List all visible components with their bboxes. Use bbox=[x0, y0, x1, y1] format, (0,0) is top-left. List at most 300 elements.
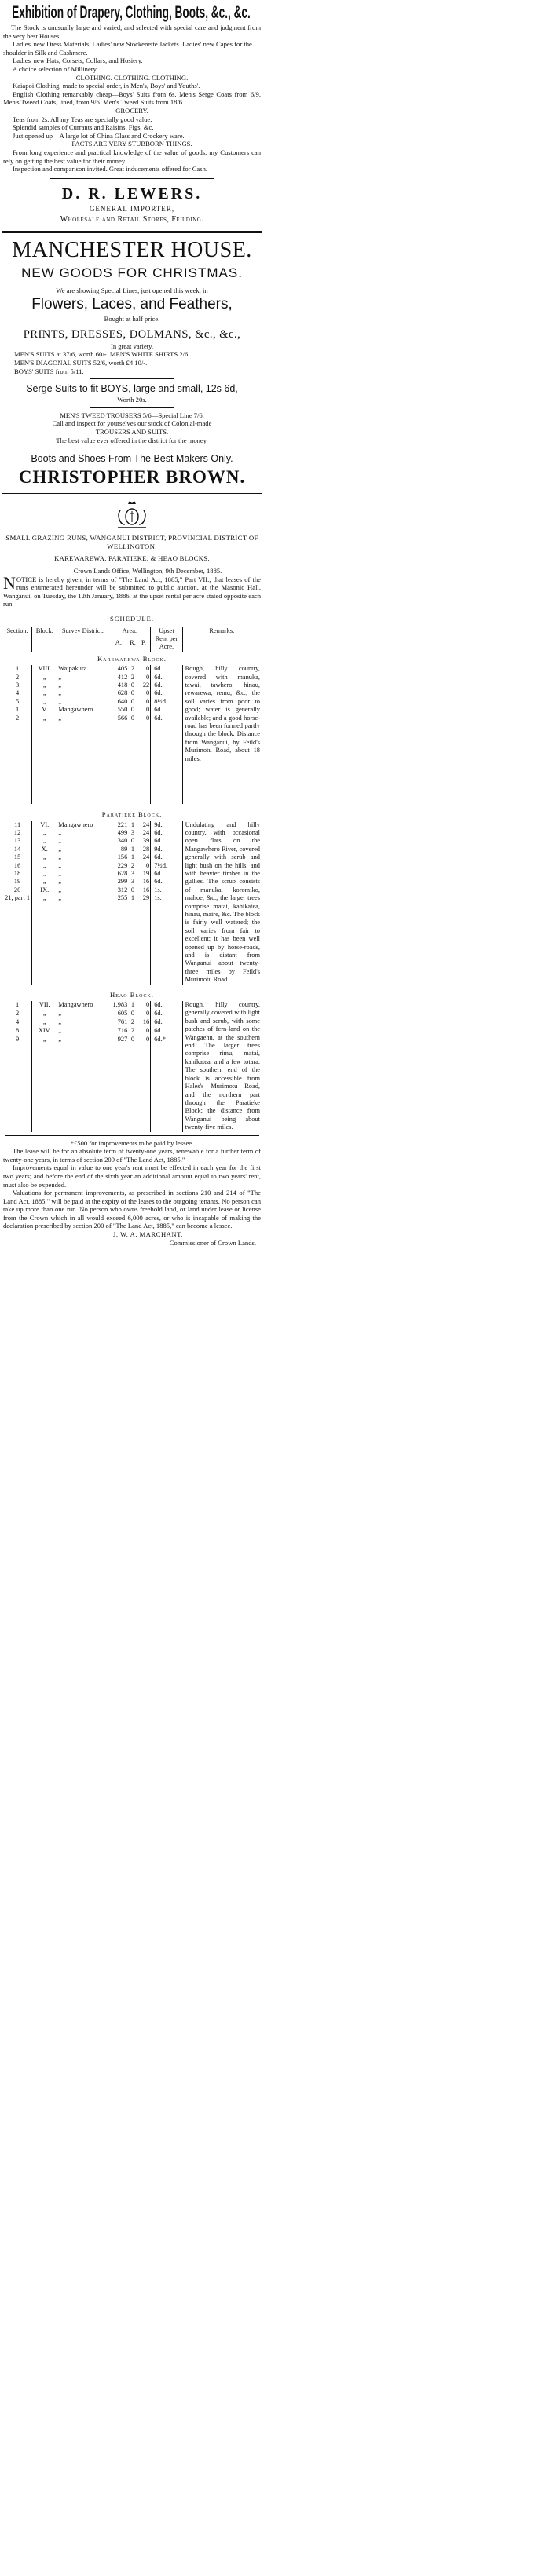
empty-cell bbox=[3, 787, 32, 795]
empty-cell bbox=[32, 927, 57, 935]
empty-cell bbox=[3, 959, 32, 967]
cell-acres: 312 bbox=[108, 886, 128, 894]
empty-cell bbox=[151, 944, 182, 952]
empty-cell bbox=[57, 1071, 108, 1080]
empty-cell bbox=[138, 771, 151, 779]
empty-cell bbox=[128, 1071, 137, 1080]
col-area: Area. bbox=[108, 627, 151, 639]
cell-district: „ bbox=[57, 689, 108, 697]
empty-cell bbox=[138, 1071, 151, 1080]
heao-body bbox=[3, 985, 261, 1132]
cell-rent: 6d. bbox=[151, 1027, 182, 1036]
empty-cell bbox=[138, 1080, 151, 1088]
empty-cell bbox=[57, 944, 108, 952]
cell-section: 2 bbox=[16, 714, 20, 722]
empty-cell bbox=[138, 927, 151, 935]
terms-paragraph: Improvements equal in value to one year's rent must be effected in each year for the first two years; and before the end of the sixth year an additional amount equal to two years' rent, must also be expended. bbox=[3, 1164, 261, 1189]
cell-rent: 6d. bbox=[151, 853, 182, 861]
suits-line: MEN'S SUITS at 37/6, worth 60/-. MEN'S WHITE SHIRTS 2/6. bbox=[14, 350, 190, 359]
empty-cell bbox=[151, 763, 182, 771]
cell-block: „ bbox=[32, 698, 57, 706]
empty-cell bbox=[32, 944, 57, 952]
blocks-heading: KAREWAREWA, PARATIEKE, & HEAO BLOCKS. bbox=[54, 554, 210, 563]
empty-cell bbox=[108, 1054, 128, 1062]
lewers-name: D. R. LEWERS. bbox=[61, 185, 203, 203]
empty-cell bbox=[108, 755, 128, 763]
empty-cell bbox=[57, 927, 108, 935]
empty-cell bbox=[32, 959, 57, 967]
schedule-heading: SCHEDULE. bbox=[109, 614, 155, 623]
cell-section: 2 bbox=[16, 1010, 20, 1018]
empty-cell bbox=[108, 763, 128, 771]
cell-block: IX. bbox=[32, 886, 57, 894]
empty-cell bbox=[108, 1062, 128, 1071]
cell-roods: 0 bbox=[130, 706, 135, 714]
cell-rent: 1s. bbox=[151, 894, 182, 902]
empty-cell bbox=[151, 1105, 182, 1114]
cell-block: „ bbox=[32, 878, 57, 886]
cell-roods: 1 bbox=[130, 845, 135, 853]
cell-acres: 566 bbox=[108, 714, 128, 722]
cell-perches: 19 bbox=[142, 869, 150, 877]
cell-perches: 16 bbox=[142, 1018, 150, 1026]
empty-cell bbox=[32, 763, 57, 771]
cell-acres: 405 bbox=[108, 665, 128, 673]
empty-cell bbox=[108, 1088, 128, 1097]
cell-perches: 0 bbox=[146, 1001, 150, 1009]
cell-section: 12 bbox=[13, 828, 21, 836]
terms-paragraph: The lease will be for an absolute term of twenty-one years, renewable for a further term of twenty-one years, in terms of section 209 of "The Land Act, 1885." bbox=[3, 1147, 261, 1164]
drapery-advertisement bbox=[0, 0, 264, 226]
empty-cell bbox=[57, 968, 108, 976]
empty-cell bbox=[32, 911, 57, 919]
empty-cell bbox=[57, 780, 108, 787]
empty-cell bbox=[3, 1097, 32, 1105]
empty-cell bbox=[57, 722, 108, 730]
empty-cell bbox=[32, 935, 57, 943]
empty-cell bbox=[151, 730, 182, 738]
empty-cell bbox=[151, 1071, 182, 1080]
cell-perches: 39 bbox=[142, 837, 150, 845]
cell-district: „ bbox=[57, 837, 108, 845]
empty-cell bbox=[32, 1080, 57, 1088]
empty-cell bbox=[108, 1071, 128, 1080]
cell-perches: 0 bbox=[146, 1027, 150, 1035]
trousers-line: MEN'S TWEED TROUSERS 5/6—Special Line 7/6. bbox=[60, 411, 204, 419]
empty-cell bbox=[32, 747, 57, 755]
grocery-line: Teas from 2s. All my Teas are specially good value. bbox=[13, 115, 152, 123]
notice-paragraph: NOTICE is hereby given, in terms of "The Land Act, 1885," Part VII., that leases of the runs enumerated hereunder will be submitted to public auction, at the Masonic Hall, Wanganui, on Tuesday, the 12th January, 1886, at the upset rental per acre stated opposite each run. bbox=[3, 572, 261, 608]
empty-cell bbox=[128, 919, 137, 926]
cell-acres: 412 bbox=[108, 674, 128, 681]
cell-rent: 7½d. bbox=[151, 862, 182, 870]
empty-cell bbox=[128, 730, 137, 738]
cell-rent: 9d. bbox=[151, 821, 182, 829]
empty-cell bbox=[57, 739, 108, 747]
lewers-subtitle: GENERAL IMPORTER, bbox=[89, 204, 175, 213]
empty-cell bbox=[3, 952, 32, 959]
cell-rent: 6d. bbox=[151, 829, 182, 837]
cell-block: „ bbox=[32, 1010, 57, 1018]
cell-perches: 16 bbox=[142, 886, 150, 893]
empty-cell bbox=[108, 780, 128, 787]
trousers-line: Call and inspect for yourselves our stock of Colonial-made bbox=[52, 419, 212, 428]
col-section: Section. bbox=[3, 627, 32, 652]
empty-cell bbox=[151, 911, 182, 919]
empty-cell bbox=[57, 919, 108, 926]
table-row bbox=[3, 1001, 261, 1010]
cell-acres: 550 bbox=[108, 706, 128, 714]
divider bbox=[90, 378, 174, 379]
drapery-title: Exhibition of Drapery, Clothing, Boots, &c., &c. bbox=[12, 2, 251, 22]
cell-district: Mangawhero bbox=[57, 706, 108, 714]
cell-section: 20 bbox=[13, 886, 21, 893]
empty-cell bbox=[57, 1088, 108, 1097]
empty-cell bbox=[108, 1045, 128, 1054]
empty-cell bbox=[128, 787, 137, 795]
cell-section: 1 bbox=[16, 665, 20, 673]
empty-cell bbox=[128, 976, 137, 984]
cell-section: 4 bbox=[16, 1018, 20, 1026]
empty-cell bbox=[3, 1062, 32, 1071]
empty-cell bbox=[3, 771, 32, 779]
trousers-line: The best value ever offered in the district for the money. bbox=[56, 436, 208, 444]
empty-cell bbox=[138, 763, 151, 771]
cell-roods: 0 bbox=[130, 714, 135, 722]
empty-cell bbox=[3, 944, 32, 952]
grocery-heading: GROCERY. bbox=[116, 106, 148, 115]
cell-rent: 6d. bbox=[151, 665, 182, 673]
empty-cell bbox=[3, 796, 32, 804]
cell-rent: 6d. bbox=[151, 870, 182, 878]
empty-cell bbox=[138, 787, 151, 795]
empty-cell bbox=[108, 722, 128, 730]
cell-roods: 0 bbox=[130, 837, 135, 845]
empty-cell bbox=[3, 722, 32, 730]
empty-cell bbox=[108, 952, 128, 959]
col-district: Survey District. bbox=[57, 627, 108, 652]
paratieke-body bbox=[3, 804, 261, 985]
table-row bbox=[3, 821, 261, 829]
cell-rent: 6d. bbox=[151, 681, 182, 689]
empty-cell bbox=[151, 976, 182, 984]
empty-cell bbox=[57, 747, 108, 755]
empty-cell bbox=[3, 755, 32, 763]
empty-cell bbox=[128, 944, 137, 952]
empty-cell bbox=[128, 959, 137, 967]
empty-cell bbox=[138, 796, 151, 804]
divider bbox=[90, 407, 174, 408]
empty-cell bbox=[128, 911, 137, 919]
cell-acres: 229 bbox=[108, 862, 128, 870]
cell-perches: 0 bbox=[146, 1010, 150, 1018]
empty-cell bbox=[108, 944, 128, 952]
empty-cell bbox=[108, 796, 128, 804]
trousers-line: TROUSERS AND SUITS. bbox=[95, 428, 169, 437]
office-dateline: Crown Lands Office, Wellington, 9th December, 1885. bbox=[73, 567, 222, 575]
cell-district: „ bbox=[57, 853, 108, 861]
cell-section: 4 bbox=[16, 689, 20, 697]
empty-cell bbox=[151, 787, 182, 795]
empty-cell bbox=[108, 976, 128, 984]
cell-roods: 2 bbox=[130, 673, 135, 681]
empty-cell bbox=[151, 935, 182, 943]
empty-cell bbox=[3, 919, 32, 926]
empty-cell bbox=[128, 1062, 137, 1071]
cell-roods: 0 bbox=[130, 1010, 135, 1018]
empty-cell bbox=[138, 1123, 151, 1131]
serge-suits-line: Serge Suits to fit BOYS, large and small, 12s 6d, bbox=[26, 383, 238, 395]
empty-cell bbox=[32, 1097, 57, 1105]
cell-section: 3 bbox=[16, 681, 20, 689]
empty-cell bbox=[128, 1054, 137, 1062]
cell-section: 21, part 1 bbox=[5, 894, 31, 902]
cell-roods: 2 bbox=[130, 1018, 135, 1026]
empty-cell bbox=[138, 1054, 151, 1062]
empty-cell bbox=[57, 952, 108, 959]
empty-cell bbox=[151, 952, 182, 959]
empty-cell bbox=[32, 771, 57, 779]
cell-roods: 0 bbox=[130, 886, 135, 893]
empty-cell bbox=[32, 1114, 57, 1123]
empty-cell bbox=[151, 1062, 182, 1071]
drapery-intro: The Stock is unusually large and varied, and selected with special care and judgment from the very best Houses. bbox=[3, 24, 261, 40]
cell-roods: 3 bbox=[130, 878, 135, 886]
cell-acres: 640 bbox=[108, 698, 128, 706]
cell-roods: 0 bbox=[130, 1036, 135, 1043]
cell-district: Mangawhero bbox=[57, 821, 108, 829]
empty-cell bbox=[57, 935, 108, 943]
empty-cell bbox=[3, 763, 32, 771]
empty-cell bbox=[57, 1062, 108, 1071]
empty-cell bbox=[57, 796, 108, 804]
grocery-line: Inspection and comparison invited. Great inducements offered for Cash. bbox=[13, 165, 208, 174]
cell-roods: 2 bbox=[130, 665, 135, 673]
empty-cell bbox=[151, 755, 182, 763]
cell-perches: 0 bbox=[146, 861, 150, 869]
empty-cell bbox=[128, 1045, 137, 1054]
empty-cell bbox=[3, 1088, 32, 1097]
cell-section: 8 bbox=[16, 1027, 20, 1035]
empty-cell bbox=[32, 1123, 57, 1131]
empty-cell bbox=[108, 959, 128, 967]
cell-block: VIII. bbox=[32, 665, 57, 673]
cell-block: „ bbox=[32, 837, 57, 845]
empty-cell bbox=[57, 1105, 108, 1114]
empty-cell bbox=[128, 903, 137, 911]
empty-cell bbox=[128, 1097, 137, 1105]
empty-cell bbox=[57, 1045, 108, 1054]
manchester-subtitle: NEW GOODS FOR CHRISTMAS. bbox=[21, 265, 243, 280]
cell-remarks: Rough, hilly country, generally covered with light bush and scrub, with some patches of fern-land on the Wangaehu, at the southern end. The larger trees comprise rimu, matai, kahikatea, and a few totara. The southern end of the block is accessible from Hales's Murimotu Road, and the northern part through the Paratieke Block; the distance from Wanganui being about twenty-five miles. bbox=[182, 1001, 261, 1132]
signer-name: J. W. A. MARCHANT, bbox=[113, 1230, 183, 1239]
empty-cell bbox=[108, 787, 128, 795]
table-row bbox=[3, 665, 261, 673]
col-rent: Upset Rent per Acre. bbox=[151, 627, 182, 652]
cell-remarks: Rough, hilly country, covered with manuka, tawai, tawhero, hinau, rewarewa, remu, &c.; the soil varies from poor to good; water is generally available; and a good horse-road has been formed partly through the block. Distance from Wanganui, by Feild's Murimotu Road, about 18 miles. bbox=[182, 665, 261, 804]
empty-cell bbox=[151, 739, 182, 747]
empty-cell bbox=[32, 739, 57, 747]
empty-cell bbox=[138, 959, 151, 967]
cell-block: VII. bbox=[32, 1001, 57, 1010]
empty-cell bbox=[32, 780, 57, 787]
cell-district: „ bbox=[57, 1010, 108, 1018]
empty-cell bbox=[57, 1097, 108, 1105]
empty-cell bbox=[57, 1114, 108, 1123]
signer-title: Commissioner of Crown Lands. bbox=[169, 1238, 256, 1247]
facts-heading: FACTS ARE VERY STUBBORN THINGS. bbox=[72, 140, 192, 148]
cell-district: „ bbox=[57, 846, 108, 853]
empty-cell bbox=[138, 1062, 151, 1071]
grocery-line: Splendid samples of Currants and Raisins, Figs, &c. bbox=[13, 123, 154, 132]
drapery-line: Ladies' new Hats, Corsets, Collars, and Hosiery. bbox=[13, 57, 143, 65]
christopher-brown-name: CHRISTOPHER BROWN. bbox=[18, 467, 246, 488]
empty-cell bbox=[57, 763, 108, 771]
cell-perches: 0 bbox=[146, 665, 150, 673]
cell-section: 9 bbox=[16, 1036, 20, 1043]
empty-cell bbox=[3, 1071, 32, 1080]
flowers-laces-feathers: Flowers, Laces, and Feathers, bbox=[31, 296, 233, 313]
empty-cell bbox=[32, 952, 57, 959]
drapery-line: Ladies' new Dress Materials. Ladies' new Stockenette Jackets. Ladies' new Capes for the shoulder in Silk and Cashmere. bbox=[3, 40, 252, 57]
cell-block: „ bbox=[32, 894, 57, 902]
cell-rent: 6d. bbox=[151, 837, 182, 845]
cell-district: „ bbox=[57, 714, 108, 722]
terms-paragraph: Valuations for permanent improvements, as prescribed in sections 210 and 214 of "The Land Act, 1885," will be paid at the expiry of the leases to the outgoing tenants. No person can take up more than one run. No person who owns freehold land, or land under lease or license from the Crown which in all would exceed 6,000 acres, or who is incapable of making the declaration prescribed by section 200 of "The Land Act, 1885," can become a lessee. bbox=[3, 1189, 261, 1230]
empty-cell bbox=[32, 1062, 57, 1071]
cell-rent: 6d.* bbox=[151, 1036, 182, 1044]
cell-section: 13 bbox=[13, 837, 21, 845]
cell-block: „ bbox=[32, 714, 57, 722]
cell-perches: 24 bbox=[142, 828, 150, 836]
cell-roods: 1 bbox=[130, 820, 135, 828]
empty-cell bbox=[151, 968, 182, 976]
cell-block: X. bbox=[32, 846, 57, 853]
empty-cell bbox=[138, 739, 151, 747]
col-roods: R. bbox=[128, 639, 137, 652]
cell-block: „ bbox=[32, 681, 57, 689]
empty-cell bbox=[3, 976, 32, 984]
cell-section: 18 bbox=[13, 869, 21, 877]
col-block: Block. bbox=[32, 627, 57, 652]
empty-cell bbox=[151, 1088, 182, 1097]
empty-cell bbox=[108, 739, 128, 747]
empty-cell bbox=[32, 919, 57, 926]
newspaper-page bbox=[0, 0, 264, 2576]
paratieke-heading: Paratieke Block. bbox=[101, 810, 163, 819]
empty-cell bbox=[57, 771, 108, 779]
empty-cell bbox=[128, 1114, 137, 1123]
cell-district: „ bbox=[57, 894, 108, 902]
empty-cell bbox=[128, 722, 137, 730]
empty-cell bbox=[108, 1123, 128, 1131]
cell-section: 15 bbox=[13, 853, 21, 861]
cell-acres: 221 bbox=[108, 821, 128, 829]
cell-acres: 418 bbox=[108, 681, 128, 689]
cell-district: „ bbox=[57, 681, 108, 689]
cell-acres: 628 bbox=[108, 689, 128, 697]
cell-rent: 6d. bbox=[151, 1018, 182, 1027]
cell-roods: 2 bbox=[130, 861, 135, 869]
empty-cell bbox=[108, 935, 128, 943]
empty-cell bbox=[151, 747, 182, 755]
drapery-line: A choice selection of Millinery. bbox=[13, 64, 98, 73]
empty-cell bbox=[32, 968, 57, 976]
empty-cell bbox=[108, 1097, 128, 1105]
empty-cell bbox=[32, 1045, 57, 1054]
cell-block: „ bbox=[32, 862, 57, 870]
cell-perches: 28 bbox=[142, 845, 150, 853]
cell-perches: 22 bbox=[142, 681, 150, 689]
cell-perches: 0 bbox=[146, 706, 150, 714]
empty-cell bbox=[151, 1045, 182, 1054]
cell-perches: 24 bbox=[142, 853, 150, 861]
empty-cell bbox=[3, 1105, 32, 1114]
empty-cell bbox=[151, 796, 182, 804]
empty-cell bbox=[32, 903, 57, 911]
empty-cell bbox=[151, 927, 182, 935]
empty-cell bbox=[3, 1054, 32, 1062]
empty-cell bbox=[108, 730, 128, 738]
clothing-heading: CLOTHING. CLOTHING. CLOTHING. bbox=[75, 73, 189, 82]
empty-cell bbox=[3, 1123, 32, 1131]
empty-cell bbox=[32, 722, 57, 730]
empty-cell bbox=[108, 771, 128, 779]
manchester-house-advertisement bbox=[0, 237, 264, 490]
cell-perches: 0 bbox=[146, 673, 150, 681]
col-remarks: Remarks. bbox=[182, 627, 261, 652]
empty-cell bbox=[128, 927, 137, 935]
cell-acres: 761 bbox=[108, 1018, 128, 1027]
empty-cell bbox=[151, 903, 182, 911]
lewers-stores: Wholesale and Retail Stores, Feilding. bbox=[60, 214, 204, 224]
cell-section: 16 bbox=[13, 861, 21, 869]
empty-cell bbox=[128, 1105, 137, 1114]
empty-cell bbox=[128, 780, 137, 787]
empty-cell bbox=[138, 730, 151, 738]
heao-heading: Heao Block. bbox=[110, 990, 154, 999]
cell-rent: 6d. bbox=[151, 878, 182, 886]
cell-block: V. bbox=[32, 706, 57, 714]
empty-cell bbox=[3, 730, 32, 738]
column-divider bbox=[2, 493, 262, 495]
cell-acres: 927 bbox=[108, 1036, 128, 1044]
cell-block: „ bbox=[32, 674, 57, 681]
cell-block: „ bbox=[32, 689, 57, 697]
improvements-footnote: *£500 for improvements to be paid by lessee. bbox=[70, 1138, 194, 1147]
manchester-title: MANCHESTER HOUSE. bbox=[12, 237, 252, 262]
empty-cell bbox=[138, 780, 151, 787]
crown-lands-notice bbox=[0, 499, 264, 1247]
empty-cell bbox=[128, 1088, 137, 1097]
empty-cell bbox=[138, 968, 151, 976]
cell-acres: 628 bbox=[108, 870, 128, 878]
cell-district: „ bbox=[57, 870, 108, 878]
empty-cell bbox=[3, 739, 32, 747]
cell-acres: 89 bbox=[108, 846, 128, 853]
empty-cell bbox=[138, 1114, 151, 1123]
clothing-line: Kaiapoi Clothing, made to special order, in Men's, Boys' and Youths'. bbox=[13, 82, 200, 90]
empty-cell bbox=[128, 796, 137, 804]
empty-cell bbox=[3, 968, 32, 976]
special-lines-text: We are showing Special Lines, just opened this week, in bbox=[56, 286, 208, 294]
cell-district: Mangawhero bbox=[57, 1001, 108, 1010]
cell-rent: 1s. bbox=[151, 886, 182, 894]
empty-cell bbox=[3, 1045, 32, 1054]
empty-cell bbox=[138, 1105, 151, 1114]
cell-roods: 3 bbox=[130, 869, 135, 877]
empty-cell bbox=[108, 927, 128, 935]
